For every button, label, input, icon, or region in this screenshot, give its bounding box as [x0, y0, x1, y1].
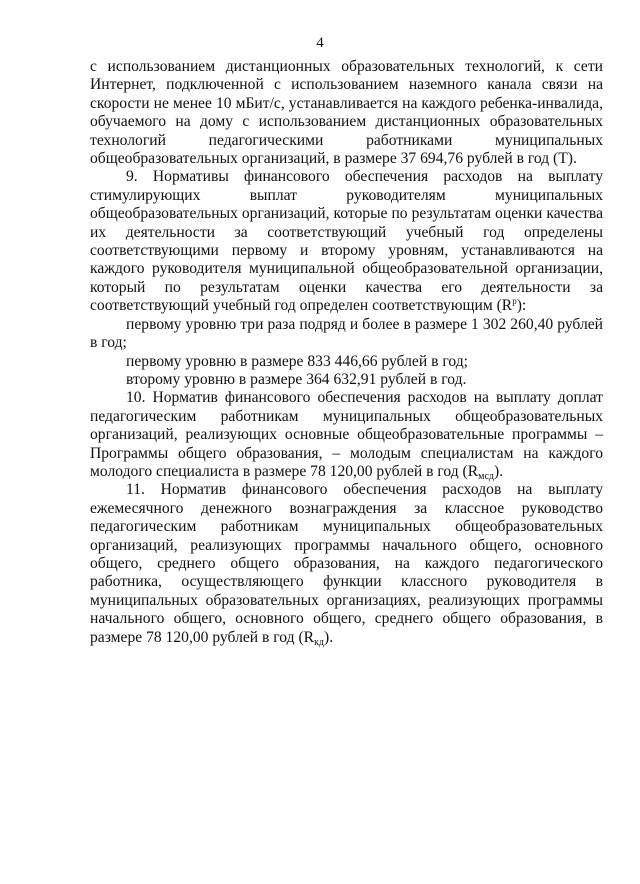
paragraph-11-closing: ).: [324, 628, 334, 646]
paragraph-9-closing: ):: [516, 297, 527, 315]
paragraph-10: [90, 389, 603, 481]
paragraph-11-subscript: кд: [314, 636, 325, 648]
paragraph-9-text: 9. Нормативы финансового обеспечения расходов на выплату стимулирующих выплат руководителям муниципальных общеобразовательных организаций, которые по результатам оценки качества их деятельности за соответствующий учебный год определены соответствующими первому и второму уровням, устанавливаются на каждого руководителя муниципальной общеобразовательной организации, который по результатам оценки качества его деятельности за соответствующий учебный год определен соответствующим (R: [90, 168, 603, 315]
list-item-level-1: первому уровню в размере 833 446,66 рублей в год;: [126, 352, 468, 370]
paragraph-9-superscript: р: [512, 296, 517, 307]
paragraph-11-text: 11. Норматив финансового обеспечения расходов на выплату ежемесячного денежного вознаграждения за классное руководство педагогическим работникам муниципальных общеобразовательных организаций, реализующих программы начального общего, основного общего, среднего общего образования, на каждого педагогического работника, осуществляющего функции классного руководителя в муниципальных образовательных организациях, реализующих программы начального общего, основного общего, среднего общего образования, в размере 78 120,00 рублей в год (R: [90, 481, 603, 646]
paragraph-10-text: 10. Норматив финансового обеспечения расходов на выплату доплат педагогическим работникам муниципальных общеобразовательных организаций, реализующих основные общеобразовательные программы – Программы общего образования, – молодым специалистам на каждого молодого специалиста в размере 78 120,00 рублей в год (R: [90, 389, 603, 480]
paragraph-11: [90, 481, 603, 647]
page-number: 4: [316, 35, 324, 51]
paragraph-10-closing: ).: [494, 462, 504, 480]
paragraph-10-subscript: мсд: [478, 470, 495, 482]
list-item-level-1-three-times: первому уровню три раза подряд и более в размере 1 302 260,40 рублей в год;: [90, 315, 603, 352]
document-body: [90, 58, 603, 647]
paragraph-continuation: с использованием дистанционных образовательных технологий, к сети Интернет, подключенной с использованием наземного канала связи на скорости не менее 10 мБит/с, устанавливается на каждого ребенка-инвалида, обучаемого на дому с использованием дистанционных образовательных технологий педагогическими работниками муниципальных общеобразовательных организаций, в размере 37 694,76 рублей в год (Т).: [90, 58, 603, 168]
paragraph-9: [90, 168, 603, 315]
list-item-level-2: второму уровню в размере 364 632,91 рублей в год.: [126, 370, 467, 388]
